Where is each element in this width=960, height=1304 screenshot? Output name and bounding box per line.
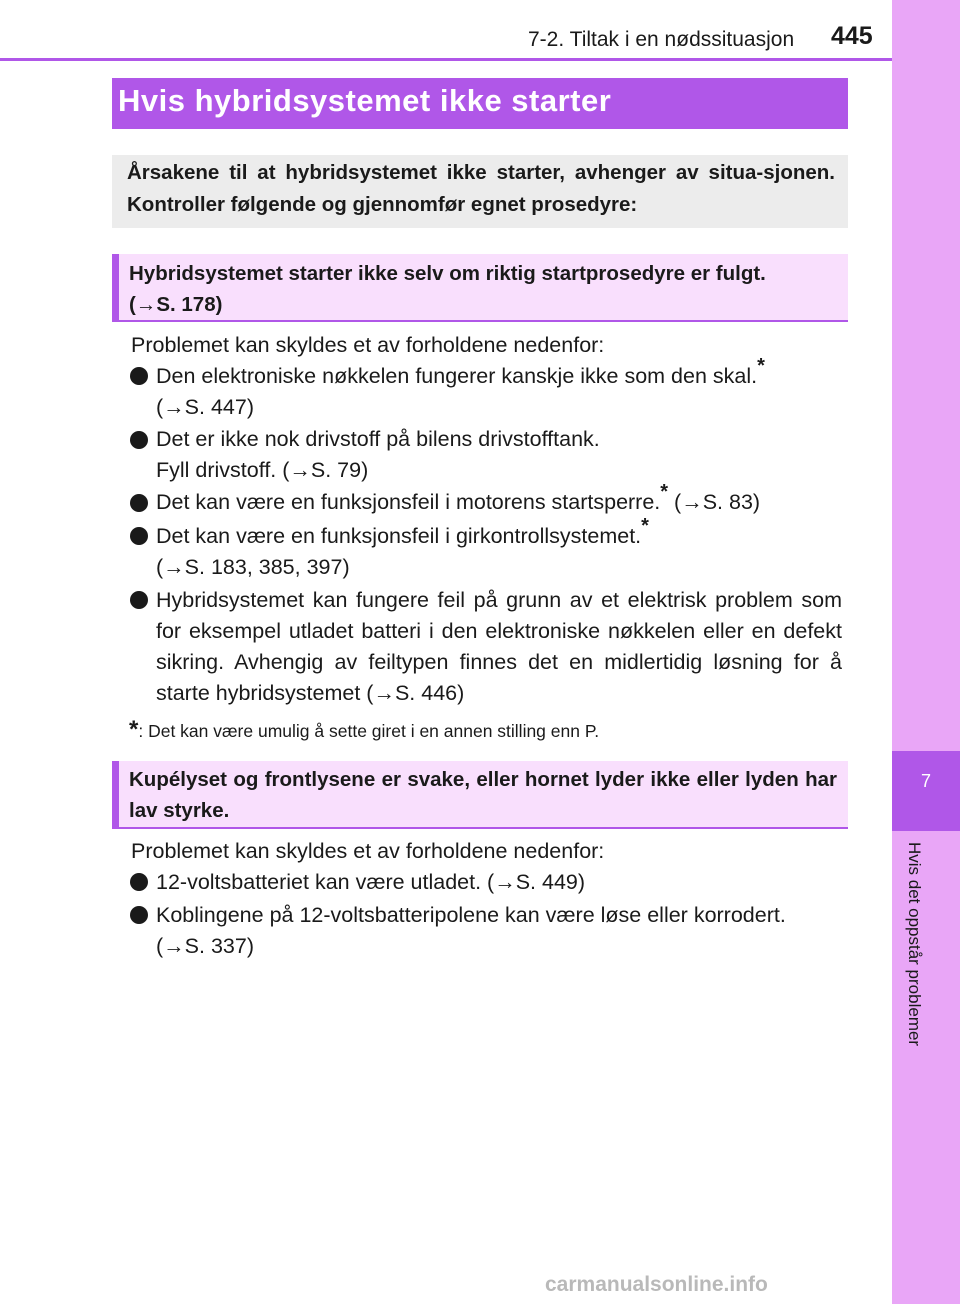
bullet-dot xyxy=(130,527,148,545)
bullet-text: Det kan være en funksjonsfeil i girkontrollsystemet. xyxy=(156,524,642,548)
cross-reference[interactable]: (→S. 183, 385, 397) xyxy=(156,555,350,579)
footnote-text: : Det kan være umulig å sette giret i en annen stilling enn P. xyxy=(138,721,600,741)
list-item xyxy=(156,424,842,486)
bullet-text: 12-voltsbatteriet kan være utladet. (→S. 449) xyxy=(156,870,586,894)
cross-reference[interactable]: Fyll drivstoff. (→S. 79) xyxy=(156,458,369,482)
side-tab xyxy=(892,0,960,1304)
section1-lead: Problemet kan skyldes et av forholdene nedenfor: xyxy=(131,333,605,357)
bullet-dot xyxy=(130,494,148,512)
section1-heading-line1: Hybridsystemet starter ikke selv om riktig startprosedyre er fulgt. xyxy=(129,262,766,285)
section-heading-accent xyxy=(112,761,119,829)
bullet-dot xyxy=(130,591,148,609)
bullet-text: Hybridsystemet kan fungere feil på grunn av et elektrisk problem som for eksempel utladet batteri i den elektroniske nøkkelen eller en defekt sikring. Avhengig av feiltypen finnes det en midlertidig løsning for å starte hybridsystemet (→S. 446) xyxy=(156,588,842,705)
bullet-text: Koblingene på 12-voltsbatteripolene kan være løse eller korrodert. xyxy=(156,903,786,927)
section2-heading: Kupélyset og frontlysene er svake, eller hornet lyder ikke eller lyden har lav styrke. xyxy=(129,768,837,822)
watermark: carmanualsonline.info xyxy=(545,1273,768,1296)
list-item xyxy=(156,514,842,583)
footnote-marker: * xyxy=(641,514,649,537)
list-item xyxy=(156,867,842,898)
section-heading-accent xyxy=(112,254,119,322)
footnote-marker: * xyxy=(660,480,669,503)
bullet-text: Den elektroniske nøkkelen fungerer kanskje ikke som den skal. xyxy=(156,364,758,388)
bullet-text: Det kan være en funksjonsfeil i motorens startsperre. xyxy=(156,490,661,514)
bullet-text: Det er ikke nok drivstoff på bilens drivstofftank. xyxy=(156,427,600,451)
bullet-dot xyxy=(130,431,148,449)
footnote-star: * xyxy=(129,716,139,743)
section-label: 7-2. Tiltak i en nødssituasjon xyxy=(528,28,795,51)
page-title: Hvis hybridsystemet ikke starter xyxy=(118,83,612,118)
cross-reference[interactable]: (→S. 337) xyxy=(156,934,254,958)
list-item xyxy=(156,480,842,518)
section2-lead: Problemet kan skyldes et av forholdene nedenfor: xyxy=(131,839,605,863)
list-item xyxy=(156,354,842,423)
footnote xyxy=(129,716,599,744)
bullet-dot xyxy=(130,906,148,924)
section1-heading xyxy=(129,258,837,320)
page-number: 445 xyxy=(831,22,873,50)
section1-heading-line2: (→S. 178) xyxy=(129,293,223,316)
list-item xyxy=(156,900,842,962)
footnote-marker: * xyxy=(757,354,765,377)
bullet-dot xyxy=(130,367,148,385)
chapter-number: 7 xyxy=(920,771,931,791)
chapter-title: Hvis det oppstår problemer xyxy=(905,842,924,1047)
header-divider xyxy=(0,58,892,61)
cross-reference[interactable]: (→S. 447) xyxy=(156,395,254,419)
cross-reference[interactable]: (→S. 83) xyxy=(668,490,761,514)
list-item xyxy=(156,585,842,709)
bullet-dot xyxy=(130,873,148,891)
intro-text: Årsakene til at hybridsystemet ikke starter, avhenger av situa-sjonen. Kontroller følgende og gjennomfør egnet prosedyre: xyxy=(127,161,835,216)
